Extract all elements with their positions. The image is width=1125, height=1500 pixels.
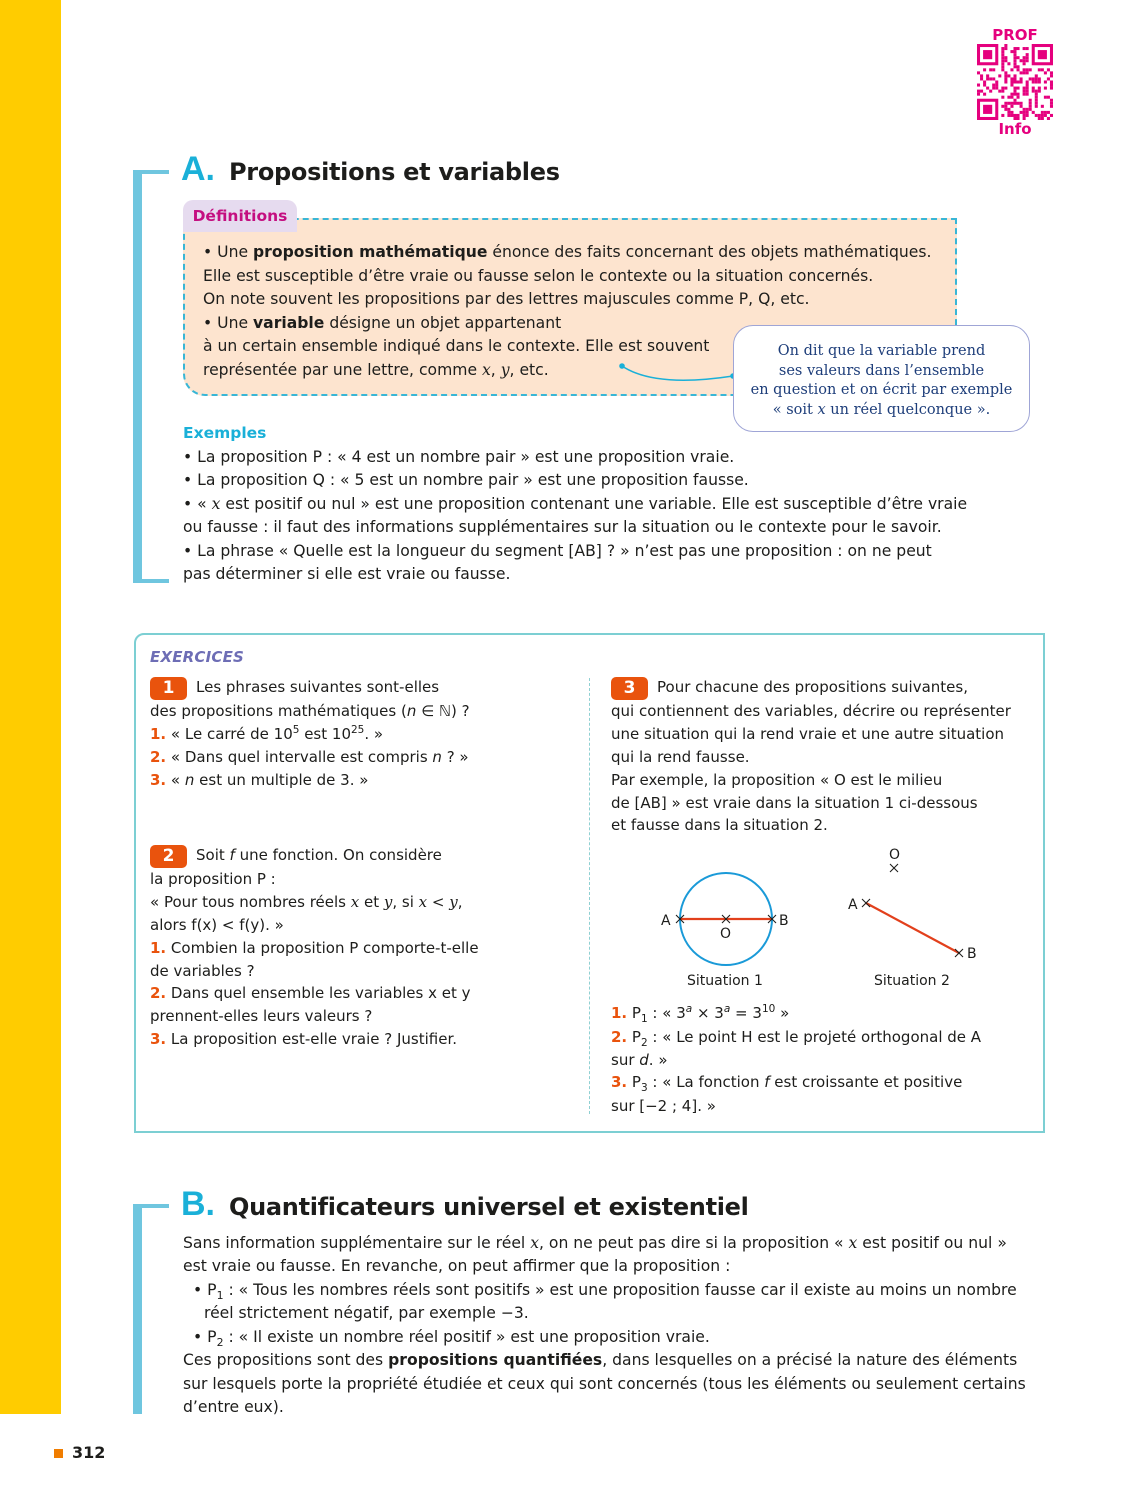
exercise-3-line-6: de [AB] » est vraie dans la situation 1 ci-dessous: [611, 794, 978, 812]
example-line-4: ou fausse : il faut des informations supplémentaires sur la situation ou le contexte pour le savoir.: [183, 518, 942, 536]
situation-2-segment-ab: [866, 903, 959, 953]
section-b-line-2: est vraie ou fausse. En revanche, on peut affirmer que la proposition :: [183, 1257, 731, 1275]
section-a-bracket-bottom: [133, 579, 169, 583]
def-line-6: représentée par une lettre, comme x, y, etc.: [203, 361, 549, 379]
qr-code-block[interactable]: [976, 26, 1054, 138]
exercise-2-item-2-cont: prennent-elles leurs valeurs ?: [150, 1007, 373, 1025]
exercise-3-item-3: 3. $P_3$ : « La fonction f est croissante et positive: [611, 1073, 963, 1094]
section-b-bracket-vertical: [133, 1204, 142, 1414]
section-b-p1-cont: réel strictement négatif, par exemple −3.: [204, 1304, 529, 1322]
section-b-title: Quantificateurs universel et existentiel: [229, 1193, 749, 1221]
exercises-title: EXERCICES: [150, 648, 245, 666]
section-b-p2: • $P_2$ : « Il existe un nombre réel positif » est une proposition vraie.: [193, 1328, 710, 1350]
exercise-3-badge: 3: [611, 677, 648, 700]
situation-1-caption: Situation 1: [687, 973, 763, 989]
note-line-4: « soit x un réel quelconque ».: [772, 401, 991, 418]
exercise-1-badge: 1: [150, 677, 187, 700]
exercise-2-badge: 2: [150, 845, 187, 868]
situation-2-label-a: A: [848, 897, 858, 913]
qr-code-icon[interactable]: [976, 44, 1054, 120]
situation-1-figure: [661, 873, 789, 989]
section-b-bracket-top: [133, 1204, 169, 1208]
exercise-1-intro: 1 Les phrases suivantes sont-elles: [150, 676, 439, 700]
situation-2-caption: Situation 2: [874, 973, 950, 989]
exercise-3-figures: [640, 840, 1000, 1000]
qr-top-label: PROF: [992, 26, 1038, 44]
exercise-1-intro-line-2: des propositions mathématiques (n ∈ ℕ) ?: [150, 702, 470, 720]
section-b-line-1: Sans information supplémentaire sur le réel x, on ne peut pas dire si la proposition « x est positif ou nul »: [183, 1234, 1007, 1252]
exercise-2-item-1-cont: de variables ?: [150, 962, 255, 980]
exercise-2-item-2: 2. Dans quel ensemble les variables x et y: [150, 984, 471, 1002]
exercise-2-item-1: 1. Combien la proposition P comporte-t-elle: [150, 939, 479, 957]
def-line-4: • Une variable désigne un objet appartenant: [203, 314, 562, 332]
exercise-2-intro: 2 Soit f une fonction. On considère: [150, 844, 442, 868]
exercise-3-line-3: une situation qui la rend vraie et une autre situation: [611, 725, 1005, 743]
page-margin-band: [0, 0, 61, 1414]
section-a-letter: A.: [181, 150, 215, 188]
exercise-3-line-4: qui la rend fausse.: [611, 748, 750, 766]
example-line-3: • « x est positif ou nul » est une proposition contenant une variable. Elle est susceptible d’être vraie: [183, 495, 968, 513]
situation-2-point-marks: [862, 864, 963, 957]
exercise-3-item-3-cont: sur [−2 ; 4]. »: [611, 1097, 716, 1115]
page-number: 312: [72, 1443, 106, 1462]
def-line-1: • Une proposition mathématique énonce des faits concernant des objets mathématiques.: [203, 243, 932, 261]
section-a-heading: [181, 150, 560, 189]
page-number-marker-icon: [54, 1449, 63, 1458]
note-line-1: On dit que la variable prend: [777, 343, 986, 359]
section-b-heading: [181, 1185, 749, 1224]
exercise-1-item-3: 3. « n est un multiple de 3. »: [150, 771, 369, 789]
example-line-6: pas déterminer si elle est vraie ou fausse.: [183, 565, 511, 583]
examples-heading: Exemples: [183, 424, 267, 442]
exercise-2-item-3: 3. La proposition est-elle vraie ? Justifier.: [150, 1030, 458, 1048]
section-a-bracket-top: [133, 170, 169, 174]
exercise-3-line-7: et fausse dans la situation 2.: [611, 816, 828, 834]
exercise-2-line-3: « Pour tous nombres réels x et y, si x < y,: [150, 893, 463, 911]
exercise-3-line-2: qui contiennent des variables, décrire ou représenter: [611, 702, 1011, 720]
section-b-letter: B.: [181, 1185, 215, 1223]
exercise-3-item-2: 2. $P_2$ : « Le point H est le projeté orthogonal de A: [611, 1028, 982, 1049]
def-line-5: à un certain ensemble indiqué dans le contexte. Elle est souvent: [203, 337, 710, 355]
situation-2-figure: [848, 847, 977, 989]
exercises-column-divider: [589, 678, 590, 1114]
note-connector-line: [615, 360, 740, 390]
situation-1-label-a: A: [661, 913, 671, 929]
situation-2-label-o: O: [889, 847, 901, 863]
note-line-2: ses valeurs dans l’ensemble: [778, 362, 985, 379]
definitions-tab: Définitions: [183, 200, 297, 232]
exercise-2-line-4: alors f(x) < f(y). »: [150, 916, 284, 934]
exercise-3-item-2-cont: sur d. »: [611, 1051, 668, 1069]
section-b-quantified-line-2: sur lesquels porte la propriété étudiée et ceux qui sont concernés (tous les éléments ou seulement certains: [183, 1375, 1026, 1393]
exercise-3-intro: 3 Pour chacune des propositions suivantes,: [611, 676, 968, 700]
situation-1-label-b: B: [779, 913, 789, 929]
exercise-3-item-1: 1. $P_1$ : « $3^a \times 3^a = 3^{10}$ »: [611, 1003, 790, 1025]
section-a-title: Propositions et variables: [229, 158, 560, 186]
section-b-quantified-line-3: d’entre eux).: [183, 1398, 284, 1416]
note-line-3: en question et on écrit par exemple: [750, 382, 1013, 398]
def-line-2: Elle est susceptible d’être vraie ou fausse selon le contexte ou la situation concernés.: [203, 267, 874, 285]
section-a-bracket-vertical: [133, 170, 142, 583]
situation-2-label-b: B: [967, 946, 977, 962]
note-bubble: [733, 325, 1030, 432]
section-b-quantified-line-1: Ces propositions sont des propositions quantifiées, dans lesquelles on a précisé la nature des éléments: [183, 1351, 1018, 1369]
exercise-1-item-1: 1. « Le carré de $10^5$ est $10^{25}$. »: [150, 724, 384, 743]
example-line-5: • La phrase « Quelle est la longueur du segment [AB] ? » n’est pas une proposition : on ne peut: [183, 542, 932, 560]
example-line-1: • La proposition P : « 4 est un nombre pair » est une proposition vraie.: [183, 448, 735, 466]
example-line-2: • La proposition Q : « 5 est un nombre pair » est une proposition fausse.: [183, 471, 749, 489]
def-line-3: On note souvent les propositions par des lettres majuscules comme P, Q, etc.: [203, 290, 810, 308]
exercise-2-line-2: la proposition P :: [150, 870, 276, 888]
qr-bottom-label: Info: [998, 120, 1032, 138]
exercise-1-item-2: 2. « Dans quel intervalle est compris n ? »: [150, 748, 469, 766]
section-b-p1: • $P_1$ : « Tous les nombres réels sont positifs » est une proposition fausse car il existe au moins un nombre: [193, 1281, 1017, 1303]
situation-1-label-o: O: [720, 926, 732, 942]
exercise-3-line-5: Par exemple, la proposition « O est le milieu: [611, 771, 943, 789]
